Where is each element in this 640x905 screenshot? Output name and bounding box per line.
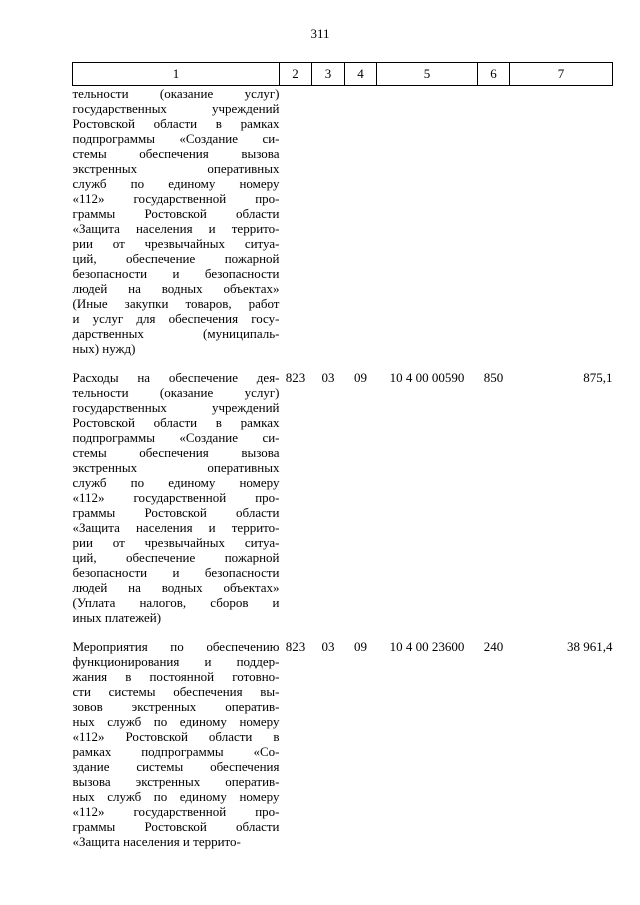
description-line: здание системы обеспечения xyxy=(72,759,280,774)
description-line: иных платежей) xyxy=(72,610,162,625)
column-header: 7 xyxy=(510,63,613,86)
description-line: Ростовской области в рамках xyxy=(72,116,280,131)
description-line: ных служб по единому номеру xyxy=(72,714,280,729)
description-line: и услуг для обеспечения госу- xyxy=(72,311,280,326)
description-line: «112» государственной про- xyxy=(72,490,280,505)
amount-value: 38 961,4 xyxy=(567,639,613,654)
column-header: 3 xyxy=(312,63,345,86)
row-spacer xyxy=(73,625,613,639)
description-line: рии от чрезвычайных ситуа- xyxy=(72,535,280,550)
column-header: 1 xyxy=(73,63,280,86)
description-line: ций, обеспечение пожарной xyxy=(72,550,280,565)
description-line: Расходы на обеспечение дея- xyxy=(72,370,280,385)
description-line: ных) нужд) xyxy=(72,341,136,356)
row-description xyxy=(73,86,280,357)
description-line: граммы Ростовской области xyxy=(72,206,280,221)
table-row xyxy=(73,86,613,357)
subsection-code: 09 xyxy=(354,639,367,654)
budget-table xyxy=(72,62,613,849)
description-line: «112» государственной про- xyxy=(72,804,280,819)
expense-type-code: 850 xyxy=(483,370,504,385)
description-line: (Уплата налогов, сборов и xyxy=(72,595,280,610)
ministry-code: 823 xyxy=(285,370,306,385)
description-line: государственных учреждений xyxy=(72,101,280,116)
column-header: 2 xyxy=(280,63,312,86)
table-row xyxy=(73,639,613,849)
expense-type-code xyxy=(478,86,510,357)
description-line: рии от чрезвычайных ситуа- xyxy=(72,236,280,251)
description-line: Ростовской области в рамках xyxy=(72,415,280,430)
description-line: подпрограммы «Создание си- xyxy=(72,430,280,445)
description-line: «Защита населения и террито- xyxy=(72,520,280,535)
description-line: рамках подпрограммы «Со- xyxy=(72,744,280,759)
section-code: 03 xyxy=(321,639,335,654)
section-code xyxy=(312,86,345,357)
description-line: безопасности и безопасности xyxy=(72,565,280,580)
description-line: безопасности и безопасности xyxy=(72,266,280,281)
description-line: стемы обеспечения вызова xyxy=(72,445,280,460)
description-line: Мероприятия по обеспечению xyxy=(72,639,280,654)
description-line: дарственных (муниципаль- xyxy=(72,326,280,341)
description-line: (Иные закупки товаров, работ xyxy=(72,296,280,311)
section-code: 03 xyxy=(321,370,335,385)
description-line: тельности (оказание услуг) xyxy=(72,86,280,101)
description-line: функционирования и поддер- xyxy=(72,654,280,669)
description-line: служб по единому номеру xyxy=(72,475,280,490)
target-code: 10 4 00 23600 xyxy=(389,639,465,654)
description-line: «112» Ростовской области в xyxy=(72,729,280,744)
column-header: 4 xyxy=(345,63,377,86)
header-row xyxy=(73,63,613,86)
subsection-code xyxy=(345,86,377,357)
description-line: людей на водных объектах» xyxy=(72,580,280,595)
description-line: тельности (оказание услуг) xyxy=(72,385,280,400)
expense-type-code: 240 xyxy=(483,639,504,654)
amount-value: 875,1 xyxy=(583,370,613,385)
ministry-code: 823 xyxy=(285,639,306,654)
row-spacer xyxy=(73,356,613,370)
description-line: вызова экстренных оператив- xyxy=(72,774,280,789)
description-line: граммы Ростовской области xyxy=(72,505,280,520)
description-line: «Защита населения и террито- xyxy=(72,221,280,236)
subsection-code: 09 xyxy=(354,370,367,385)
ministry-code xyxy=(280,86,312,357)
target-code: 10 4 00 00590 xyxy=(389,370,465,385)
row-spacer-cell xyxy=(73,625,613,639)
row-description xyxy=(73,370,280,625)
description-line: стемы обеспечения вызова xyxy=(72,146,280,161)
description-line: ных служб по единому номеру xyxy=(72,789,280,804)
description-line: людей на водных объектах» xyxy=(72,281,280,296)
description-line: экстренных оперативных xyxy=(72,161,280,176)
description-line: сти системы обеспечения вы- xyxy=(72,684,280,699)
target-code xyxy=(377,86,478,357)
description-line: ций, обеспечение пожарной xyxy=(72,251,280,266)
table-row xyxy=(73,370,613,625)
description-line: государственных учреждений xyxy=(72,400,280,415)
description-line: «112» государственной про- xyxy=(72,191,280,206)
row-spacer-cell xyxy=(73,356,613,370)
amount-value xyxy=(510,86,613,357)
description-line: «Защита населения и террито- xyxy=(72,834,241,849)
description-line: граммы Ростовской области xyxy=(72,819,280,834)
description-line: экстренных оперативных xyxy=(72,460,280,475)
description-line: подпрограммы «Создание си- xyxy=(72,131,280,146)
description-line: служб по единому номеру xyxy=(72,176,280,191)
column-header: 6 xyxy=(478,63,510,86)
page-number: 311 xyxy=(310,26,330,41)
description-line: жания в постоянной готовно- xyxy=(72,669,280,684)
row-description xyxy=(73,639,280,849)
column-header: 5 xyxy=(377,63,478,86)
description-line: зовов экстренных оператив- xyxy=(72,699,280,714)
